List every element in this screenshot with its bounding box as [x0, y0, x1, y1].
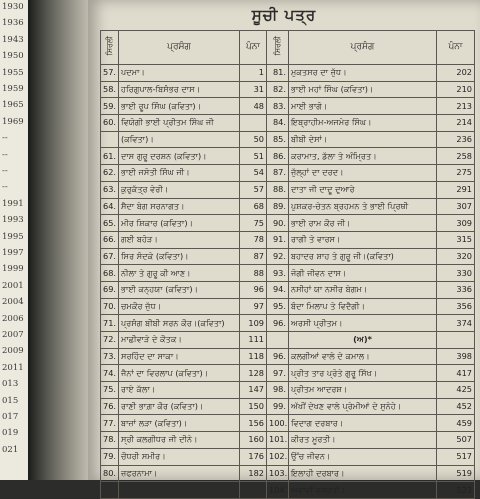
entry-page: 150 [240, 398, 267, 415]
entry-number-right: 98. [267, 382, 289, 399]
left-page-year: 2006 [2, 313, 24, 324]
entry-topic-right: ਅਰਸੀ ਪ੍ਰੀਤਮ। [289, 315, 437, 332]
entry-topic: ਚਮਕੌਰ ਜੁੱਧ। [119, 298, 240, 315]
entry-page: 57 [240, 181, 267, 198]
adjacent-page-edge [0, 0, 28, 480]
entry-page: 48 [240, 98, 267, 115]
entry-topic: ਹਰਿਗੁਪਾਲ-ਬਿਸੰਭਰ ਦਾਸ। [119, 81, 240, 98]
entry-number-right: 90. [267, 215, 289, 232]
entry-number-right: 102. [267, 448, 289, 465]
header-row [101, 31, 475, 65]
entry-number: 59. [101, 98, 119, 115]
entry-page-right: 417 [437, 365, 475, 382]
entry-page: 68 [240, 198, 267, 215]
entry-topic-right: ਜੋਗੀ ਜੀਵਨ ਦਾਸ। [289, 265, 437, 282]
entry-topic-right: ਵਿਦਾਗ ਦਰਬਾਰ। [289, 415, 437, 432]
entry-number-right: 81. [267, 65, 289, 82]
table-row [101, 115, 475, 132]
entry-page: 54 [240, 165, 267, 182]
entry-number: 57. [101, 65, 119, 82]
entry-number: 66. [101, 231, 119, 248]
entry-page-right: 459 [437, 415, 475, 432]
entry-topic-right: ਉੱਚ ਜੀਵਨ। [289, 448, 437, 465]
entry-number: 77. [101, 415, 119, 432]
entry-number: 70. [101, 298, 119, 315]
entry-topic: ਸ੍ਰੀ ਕਲਗੀਧਰ ਜੀ ਦੀਨੇ। [119, 432, 240, 449]
entry-topic-right: ਬੀਬੀ ਦੇਸਾਂ। [289, 131, 437, 148]
entry-page: 31 [240, 81, 267, 98]
entry-number-right: 87. [267, 165, 289, 182]
entry-page [240, 115, 267, 132]
entry-number-right: 97. [267, 365, 289, 382]
table-row [101, 398, 475, 415]
entry-topic: ਰਾਏ ਕੱਲਾ। [119, 382, 240, 399]
entry-topic-right: ਪ੍ਰੀਤਮ ਆਦਰਸ਼। [289, 382, 437, 399]
left-page-year: 013 [2, 379, 19, 390]
entry-page: 156 [240, 415, 267, 432]
entry-page-right: 213 [437, 98, 475, 115]
table-row [101, 248, 475, 265]
entry-topic: ਪਦਮਾ। [119, 65, 240, 82]
entry-topic-right: ਮੁਕਤਸਰ ਦਾ ਜੁੱਧ। [289, 65, 437, 82]
left-page-year: 2004 [2, 297, 24, 308]
entry-page-right: 336 [437, 281, 475, 298]
left-page-year: 1950 [2, 51, 24, 62]
entry-number-right [267, 332, 289, 349]
entry-number: 73. [101, 348, 119, 365]
contents-page [88, 0, 480, 495]
table-row [101, 198, 475, 215]
page-header-right: ਪੰਨਾ [437, 31, 475, 65]
entry-topic-right: ਕੀਰਤ ਮੂਰਤੀ। [289, 432, 437, 449]
entry-topic: ਜੈਨਾਂ ਦਾ ਵਿਰਲਾਪ (ਕਵਿਤਾ)। [119, 365, 240, 382]
entry-page: 87 [240, 248, 267, 265]
entry-number-right: 100. [267, 415, 289, 432]
left-page-year: 015 [2, 395, 19, 406]
left-page-year: -- [2, 166, 8, 176]
left-page-year: 021 [2, 444, 19, 455]
entry-number: 69. [101, 281, 119, 298]
entry-number: 71. [101, 315, 119, 332]
entry-page-right: 320 [437, 248, 475, 265]
entry-topic: ਸਿਰ ਸੰਦਕੇ (ਕਵਿਤਾ)। [119, 248, 240, 265]
serial-header-right: ਸਿਰਲੀ [267, 31, 289, 65]
entry-page: 88 [240, 265, 267, 282]
entry-topic: ਸਰਹਿੰਦ ਦਾ ਸਾਕਾ। [119, 348, 240, 365]
table-row [101, 448, 475, 465]
entry-page: 75 [240, 215, 267, 232]
entry-number-right: 104. [267, 482, 289, 499]
entry-page-right: 202 [437, 65, 475, 82]
table-row [101, 382, 475, 399]
table-row [101, 315, 475, 332]
entry-number-right: 83. [267, 98, 289, 115]
entry-topic: ਜ਼ਫਰਨਾਮਾ। [119, 465, 240, 482]
entry-topic-right: ਭਾਈ ਰਾਮ ਕੌਰ ਜੀ। [289, 215, 437, 232]
entry-page-right: 214 [437, 115, 475, 132]
page-title: ਸੂਚੀ ਪਤ੍ਰ [251, 6, 317, 24]
table-row [101, 215, 475, 232]
entry-topic-right: ਬੰਦਾ ਮਿਲਾਪ ਤੇ ਵਿਦੈਗੀ। [289, 298, 437, 315]
entry-page: 111 [240, 332, 267, 349]
entry-page-right: 236 [437, 131, 475, 148]
entry-topic: ਚੌਧਰੀ ਸਮੀਰ। [119, 448, 240, 465]
entry-topic-right: ਪ੍ਰੀਤ ਤਾਰ ਪ੍ਰੋਤੇ ਗੁਰੂ ਸਿੱਖ। [289, 365, 437, 382]
entry-topic: ਭਾਈ ਕਨ੍ਹਯਾ (ਕਵਿਤਾ)। [119, 281, 240, 298]
entry-topic-right: ਕਰਾਮਾਤ, ਡੱਲਾ ਤੇ ਅੰਮ੍ਰਿਤ। [289, 148, 437, 165]
entry-number-right: 82. [267, 81, 289, 98]
entry-topic: (ਕਵਿਤਾ)। [119, 131, 240, 148]
entry-topic-right: ਭਾਈ ਮਹਾਂ ਸਿੰਘ (ਕਵਿਤਾ)। [289, 81, 437, 98]
left-page-year: 1930 [2, 2, 24, 12]
table-row [101, 432, 475, 449]
entry-number-right: 95. [267, 298, 289, 315]
table-row [101, 181, 475, 198]
entry-topic-right: ਇਲਾਹੀ ਦਰਬਾਰ। [289, 465, 437, 482]
table-row [101, 131, 475, 148]
entry-page-right: 507 [437, 432, 475, 449]
table-row [101, 365, 475, 382]
entry-page: 128 [240, 365, 267, 382]
entry-page: 1 [240, 65, 267, 82]
entry-number: 63. [101, 181, 119, 198]
left-page-year: 2001 [2, 280, 24, 291]
left-page-year: 1943 [2, 34, 24, 45]
entry-number: 58. [101, 81, 119, 98]
entry-number: 75. [101, 382, 119, 399]
entry-topic: ਵਿਯੋਗੀ ਭਾਈ ਪ੍ਰੀਤਮ ਸਿੰਘ ਜੀ [119, 115, 240, 132]
topic-header: ਪ੍ਰਸੰਗ [119, 31, 240, 65]
left-page-year: 1997 [2, 248, 24, 258]
left-page-year: 1969 [2, 116, 24, 127]
entry-topic-right: ਰਾਗੀ ਤੇ ਵਾਰਸ। [289, 231, 437, 248]
entry-number: 76. [101, 398, 119, 415]
entry-page-right [437, 332, 475, 349]
entry-topic-right: (ਅ)* [289, 332, 437, 349]
left-page-year: -- [2, 149, 8, 160]
entry-page: 147 [240, 382, 267, 399]
entry-number-right: 96. [267, 348, 289, 365]
entry-number: 67. [101, 248, 119, 265]
table-row [101, 148, 475, 165]
entry-topic: ਬਾਜ਼ਾਂ ਲੜਾ (ਕਵਿਤਾ)। [119, 415, 240, 432]
entry-number: 74. [101, 365, 119, 382]
left-page-year: 1936 [2, 18, 24, 29]
topic-header-right: ਪ੍ਰਸੰਗ [289, 31, 437, 65]
entry-topic-right: ਕਲਗੀਆਂ ਵਾਲੇ ਦੇ ਕਮਾਲ। [289, 348, 437, 365]
entry-number-right: 94. [267, 281, 289, 298]
entry-page-right: 291 [437, 181, 475, 198]
entry-number-right: 93. [267, 265, 289, 282]
entry-page: 118 [240, 348, 267, 365]
entry-topic-right: ਨਸੀਹਾਂ ਯਾ ਨਸੀਰ ਬੇਗਮ। [289, 281, 437, 298]
entry-page: 160 [240, 432, 267, 449]
entry-number: 72. [101, 332, 119, 349]
table-row [101, 415, 475, 432]
entry-number-right: 89. [267, 198, 289, 215]
serial-header: ਸਿਰਲੀ [101, 31, 119, 65]
table-row [101, 81, 475, 98]
entry-number: 62. [101, 165, 119, 182]
entry-number: 79. [101, 448, 119, 465]
entry-page: 182 [240, 465, 267, 482]
entry-topic-right: ਬਹਾਦਰ ਸ਼ਾਹ ਤੇ ਗੁਰੂ ਜੀ।(ਕਵਿਤਾ) [289, 248, 437, 265]
entry-page [240, 482, 267, 499]
entry-number: 78. [101, 432, 119, 449]
table-row [101, 98, 475, 115]
page-header: ਪੰਨਾ [240, 31, 267, 65]
left-page-year: 1991 [2, 198, 24, 209]
entry-page-right: 517 [437, 448, 475, 465]
left-page-year: 1955 [2, 67, 24, 78]
entry-topic: ਭਾਈ ਰੂਪ ਸਿੰਘ (ਕਵਿਤਾ)। [119, 98, 240, 115]
entry-number: 65. [101, 215, 119, 232]
entry-page-right: 315 [437, 231, 475, 248]
table-row [101, 65, 475, 82]
entry-page-right: 307 [437, 198, 475, 215]
entry-number-right: 99. [267, 398, 289, 415]
entry-page-right: 452 [437, 398, 475, 415]
entry-number-right: 103. [267, 465, 289, 482]
left-page-year: -- [2, 133, 8, 144]
table-row [101, 265, 475, 282]
table-row [101, 482, 475, 499]
entry-topic-right: ਦਾਤਾ ਜੀ ਦਾਦੂ ਦੁਆਰੇ [289, 181, 437, 198]
entry-number: 68. [101, 265, 119, 282]
entry-number-right: 88. [267, 181, 289, 198]
entry-number-right: 84. [267, 115, 289, 132]
entry-number-right: 86. [267, 148, 289, 165]
entry-page: 109 [240, 315, 267, 332]
entry-page-right: 330 [437, 265, 475, 282]
left-page-year: 1995 [2, 231, 24, 242]
entry-topic-right: ਅਵਾਵੀਂ ਵਜਕਤੀ। [289, 482, 437, 499]
entry-number: 61. [101, 148, 119, 165]
entry-page-right: 258 [437, 148, 475, 165]
entry-topic: ਕੁਰੁਕੱਤ੍ਰ ਵੇਰੀ। [119, 181, 240, 198]
entry-page: 96 [240, 281, 267, 298]
entry-page: 78 [240, 231, 267, 248]
table-row [101, 465, 475, 482]
entry-topic: ਮੀਰ ਸ਼ਿਕਾਰ (ਕਵਿਤਾ)। [119, 215, 240, 232]
entry-page-right: 374 [437, 315, 475, 332]
book-gutter [28, 0, 90, 480]
entry-page-right: 210 [437, 81, 475, 98]
entry-topic: ਦਾਸ ਗੁਰੂ ਦਰਸ਼ਨ (ਕਵਿਤਾ)। [119, 148, 240, 165]
left-page-year: -- [2, 182, 8, 193]
left-page-year: 1993 [2, 215, 24, 226]
entry-page-right: 425 [437, 382, 475, 399]
entry-topic: ਗਈ ਬਹੋੜ। [119, 231, 240, 248]
table-row [101, 281, 475, 298]
entry-number-right: 101. [267, 432, 289, 449]
entry-topic-right: ਜੁੱਲ੍ਹਾਂ ਦਾ ਦਰਦ। [289, 165, 437, 182]
entry-page-right: 309 [437, 215, 475, 232]
entry-topic-right: ਇਬ੍ਰਾਹੀਮ-ਅਜਮੇਰ ਸਿੰਘ। [289, 115, 437, 132]
entry-number: 64. [101, 198, 119, 215]
entry-topic: ਰਾਣੀ ਭਾਗ਼ਾ ਕੌਰ (ਕਵਿਤਾ)। [119, 398, 240, 415]
table-row [101, 348, 475, 365]
entry-topic-right: ਮਾਈ ਭਾਗੋ। [289, 98, 437, 115]
entry-page: 51 [240, 148, 267, 165]
contents-table [100, 30, 475, 499]
entry-page-right: 523 [437, 482, 475, 499]
entry-number-right: 92. [267, 248, 289, 265]
entry-number [101, 482, 119, 499]
left-page-year: 2007 [2, 330, 24, 340]
entry-topic: ਨੀਲਾ ਤੇ ਗੁਰੂ ਕੀ ਆਣ। [119, 265, 240, 282]
table-row [101, 231, 475, 248]
left-page-year: 1959 [2, 84, 24, 94]
entry-page-right: 519 [437, 465, 475, 482]
entry-topic: ਭਾਈ ਜਸੋਤੀ ਸਿੰਘ ਜੀ। [119, 165, 240, 182]
table-row [101, 298, 475, 315]
table-row [101, 332, 475, 349]
entry-topic [119, 482, 240, 499]
left-page-year: 2011 [2, 362, 24, 373]
entry-number-right: 85. [267, 131, 289, 148]
entry-number [101, 131, 119, 148]
table-row [101, 165, 475, 182]
entry-page: 50 [240, 131, 267, 148]
left-page-year: 1965 [2, 100, 24, 111]
entry-number: 80. [101, 465, 119, 482]
entry-topic: ਮਾਛੀਵਾੜੇ ਦੇ ਕੌਤਕ। [119, 332, 240, 349]
entry-topic-right: ਅੱਖੀਂ ਦੇਖਣ ਵਾਲੇ ਪ੍ਰੇਮੀਆਂ ਦੇ ਸੁਨੇਹੇ। [289, 398, 437, 415]
left-page-year: 017 [2, 412, 19, 422]
entry-page-right: 398 [437, 348, 475, 365]
entry-number-right: 96. [267, 315, 289, 332]
entry-page: 97 [240, 298, 267, 315]
entry-number-right: 91. [267, 231, 289, 248]
left-page-year: 019 [2, 428, 19, 439]
left-page-year: 1999 [2, 264, 24, 275]
entry-page: 176 [240, 448, 267, 465]
entry-number: 60. [101, 115, 119, 132]
entry-topic: ਸੈਦਾ ਬੇਗ ਸਰਨਾਗਤ। [119, 198, 240, 215]
entry-topic-right: ਪੁਸ਼ਕਰ-ਚੇਤਨ ਬ੍ਰਹਮਨ ਤੇ ਭਾਈ ਪ੍ਰਿਥੀ [289, 198, 437, 215]
entry-page-right: 356 [437, 298, 475, 315]
entry-page-right: 275 [437, 165, 475, 182]
entry-topic: ਪ੍ਰਸੰਗ ਬੀਬੀ ਸਰਨ ਕੌਰ।(ਕਵਿਤਾ) [119, 315, 240, 332]
left-page-year: 2009 [2, 346, 24, 357]
